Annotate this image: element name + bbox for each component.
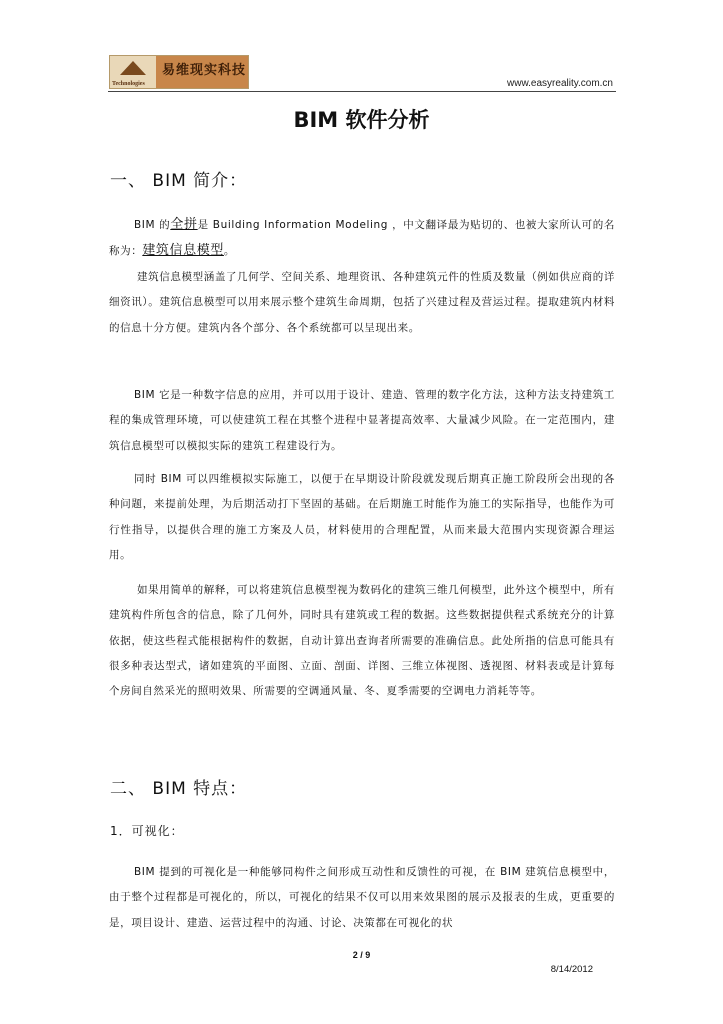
- paragraph-intro-1: BIM 的全拼是 Building Information Modeling ，中文翻译最为贴切的、也被大家所认可的名称为：建筑信息模型。: [109, 217, 616, 259]
- building-icon: [110, 56, 156, 88]
- subheading-visualization: 1．可视化：: [110, 824, 184, 838]
- document-title: BIM 软件分析: [293, 108, 430, 132]
- logo-subtext: Technologies: [112, 81, 145, 87]
- logo-text: 易维现实科技: [156, 56, 248, 88]
- paragraph-intro-5: 如果用简单的解释，可以将建筑信息模型视为数码化的建筑三维几何模型，此外这个模型中，所有建筑构件所包含的信息，除了几何外，同时具有建筑或工程的数据。这些数据提供程式系统充分的计算依据，使这些程式能根据构件的数据，自动计算出查询者所需要的准确信息。此处所指的信息可能具有很多种表达型式，诸如建筑的平面图、立面、剖面、详图、三维立体视图、透视图、材料表或是计算每个房间自然采光的照明效果、所需要的空调通风量、冬、夏季需要的空调电力消耗等等。: [109, 584, 615, 698]
- section-heading-intro: 一、 BIM 简介：: [110, 171, 248, 191]
- header-divider: [108, 91, 616, 92]
- page-number: 2 / 9: [352, 950, 371, 960]
- paragraph-intro-4: 同时 BIM 可以四维模拟实际施工，以便于在早期设计阶段就发现后期真正施工阶段所会出现的各种问题，来提前处理，为后期活动打下坚固的基础。在后期施工时能作为施工的实际指导，也能作为可行性指导，以提供合理的施工方案及人员，材料使用的合理配置，从而来最大范围内实现资源合理运用。: [109, 473, 615, 561]
- paragraph-visualization: BIM 提到的可视化是一种能够同构件之间形成互动性和反馈性的可视，在 BIM 建筑信息模型中，由于整个过程都是可视化的，所以，可视化的结果不仅可以用来效果图的展示及报表的生成，更重要的是，项目设计、建造、运营过程中的沟通、讨论、决策都在可视化的状: [109, 866, 615, 929]
- paragraph-intro-3: BIM 它是一种数字信息的应用，并可以用于设计、建造、管理的数字化方法，这种方法支持建筑工程的集成管理环境，可以使建筑工程在其整个进程中显著提高效率、大量减少风险。在一定范围内，建筑信息模型可以模拟实际的建筑工程建设行为。: [109, 389, 615, 452]
- header-url[interactable]: www.easyreality.com.cn: [507, 78, 613, 89]
- footer-date: 8/14/2012: [550, 964, 593, 975]
- section-heading-features: 二、 BIM 特点：: [110, 779, 248, 799]
- paragraph-intro-2: 建筑信息模型涵盖了几何学、空间关系、地理资讯、各种建筑元件的性质及数量（例如供应商的详细资讯）。建筑信息模型可以用来展示整个建筑生命周期，包括了兴建过程及营运过程。提取建筑内材料的信息十分方便。建筑内各个部分、各个系统都可以呈现出来。: [109, 271, 615, 334]
- company-logo: [109, 55, 249, 89]
